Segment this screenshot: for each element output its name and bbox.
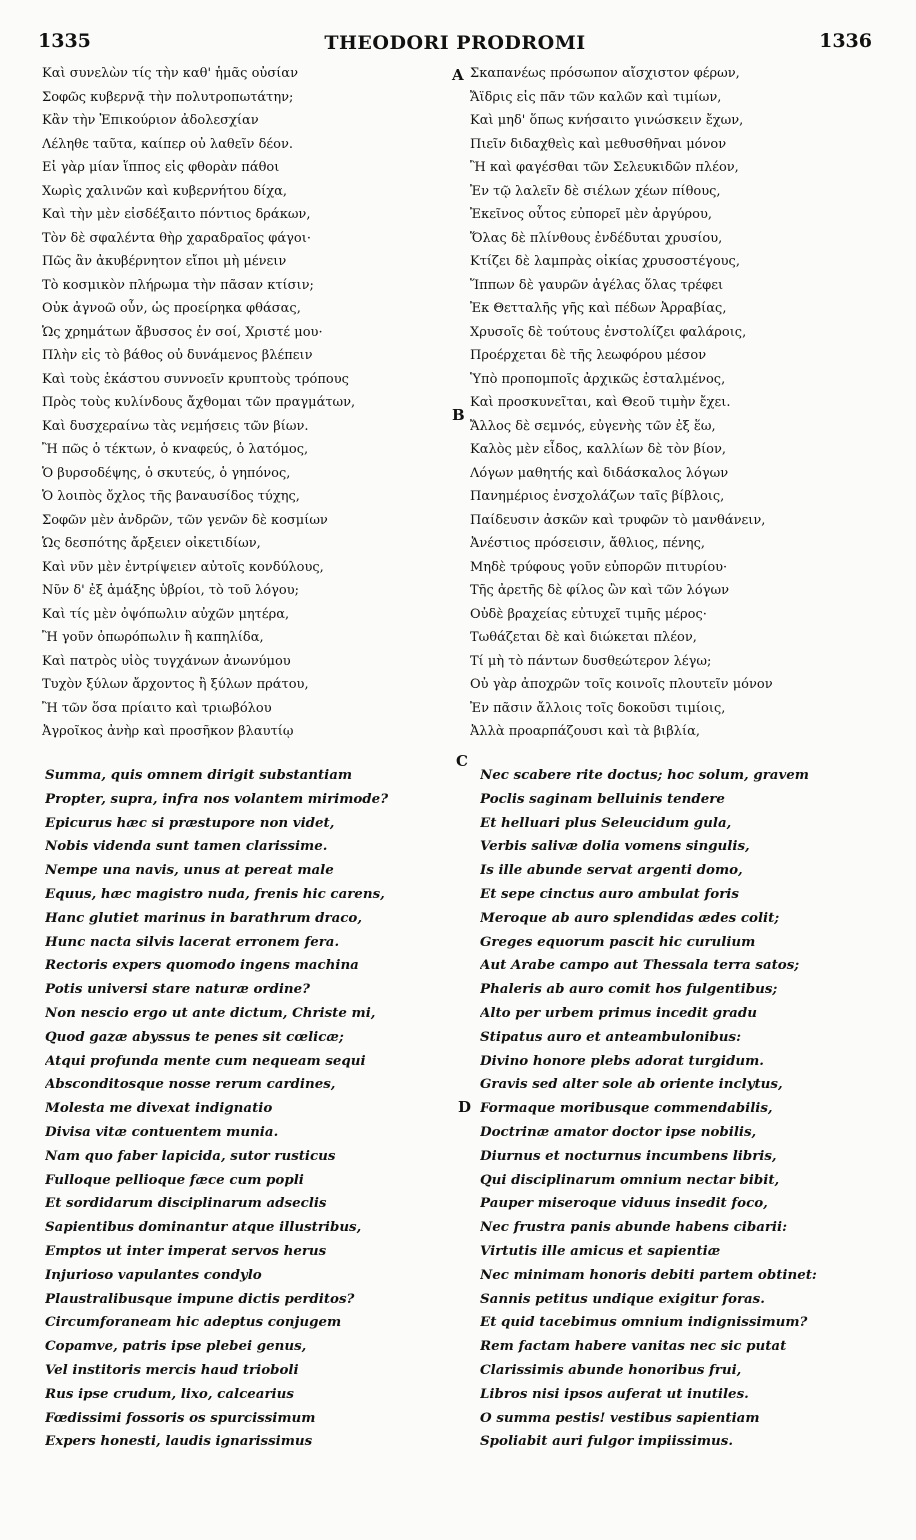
- greek-verse-line: Ἀγροῖκος ἀνὴρ καὶ προσῆκον βλαυτίῳ: [42, 724, 294, 739]
- latin-verse-line: Vel institoris mercis haud trioboli: [45, 1361, 299, 1378]
- greek-verse-line: Τυχὸν ξύλων ἄρχοντος ἢ ξύλων πράτου,: [42, 677, 309, 692]
- latin-verse-line: Nec scabere rite doctus; hoc solum, gravem: [480, 767, 809, 783]
- greek-verse-line: Πανημέριος ἐνσχολάζων ταῖς βίβλοις,: [470, 489, 725, 504]
- greek-verse-line: Οὐ γὰρ ἀποχρῶν τοῖς κοινοῖς πλουτεῖν μόνον: [470, 677, 773, 692]
- greek-verse-line: Ἄλλος δὲ σεμνός, εὐγενὴς τῶν ἐξ ἕω,: [470, 418, 716, 434]
- latin-text-right-column: [480, 764, 900, 1454]
- latin-verse-line: Meroque ab auro splendidas ædes colit;: [480, 909, 780, 926]
- greek-verse-line: Καὶ νῦν μὲν ἐντρίψειεν αὐτοῖς κονδύλους,: [42, 559, 324, 575]
- greek-verse-line: Εἰ γὰρ μίαν ἵππος εἰς φθορὰν πάθοι: [42, 160, 280, 175]
- greek-verse-line: Σοφῶς κυβερνᾷ τὴν πολυτροπωτάτην;: [42, 89, 294, 105]
- latin-verse-line: Virtutis ille amicus et sapientiæ: [480, 1242, 721, 1259]
- latin-verse-line: Hanc glutiet marinus in barathrum draco,: [45, 909, 363, 926]
- greek-verse-line: Τῆς ἀρετῆς δὲ φίλος ὢν καὶ τῶν λόγων: [470, 583, 729, 598]
- greek-verse-line: Ὡς χρημάτων ἄβυσσος ἐν σοί, Χριστέ μου·: [42, 324, 323, 340]
- greek-verse-line: Κτίζει δὲ λαμπρὰς οἰκίας χρυσοστέγους,: [470, 254, 740, 269]
- latin-verse-line: Nobis videnda sunt tamen clarissime.: [45, 838, 328, 855]
- greek-verse-line: Πλὴν εἰς τὸ βάθος οὐ δυνάμενος βλέπειν: [42, 348, 313, 363]
- latin-verse-line: Molesta me divexat indignatio: [45, 1100, 273, 1117]
- latin-verse-line: Et quid tacebimus omnium indignissimum?: [480, 1314, 808, 1331]
- latin-verse-line: Stipatus auro et anteambulonibus:: [480, 1028, 742, 1045]
- greek-text-left-column: [42, 62, 442, 744]
- greek-verse-line: Νῦν δ' ἐξ ἁμάξης ὑβρίοι, τὸ τοῦ λόγου;: [42, 583, 299, 598]
- latin-verse-line: Sannis petitus undique exigitur foras.: [480, 1290, 765, 1307]
- greek-verse-line: Ἀνέστιος πρόσεισιν, ἄθλιος, πένης,: [470, 536, 705, 551]
- greek-verse-line: Καὶ μηδ' ὅπως κνήσαιτο γινώσκειν ἔχων,: [470, 113, 744, 128]
- greek-verse-line: Ἄϊδρις εἰς πᾶν τῶν καλῶν καὶ τιμίων,: [470, 89, 722, 105]
- greek-verse-line: Ὑπὸ προπομποῖς ἀρχικῶς ἐσταλμένος,: [470, 371, 726, 387]
- latin-verse-line: Epicurus hæc si præstupore non videt,: [45, 814, 335, 831]
- latin-verse-line: Libros nisi ipsos auferat ut inutiles.: [480, 1385, 749, 1402]
- greek-verse-line: Πρὸς τοὺς κυλίνδους ἄχθομαι τῶν πραγμάτων,: [42, 395, 356, 410]
- latin-verse-line: Is ille abunde servat argenti domo,: [480, 862, 743, 879]
- latin-verse-line: Nempe una navis, unus at pereat male: [45, 862, 334, 879]
- greek-text-right-column: [470, 62, 890, 744]
- latin-verse-line: Divino honore plebs adorat turgidum.: [480, 1052, 764, 1069]
- latin-verse-line: Copamve, patris ipse plebei genus,: [45, 1338, 307, 1355]
- latin-verse-line: Clarissimis abunde honoribus frui,: [480, 1361, 742, 1378]
- latin-verse-line: Absconditosque nosse rerum cardines,: [45, 1076, 336, 1093]
- latin-verse-line: Et sordidarum disciplinarum adseclis: [45, 1195, 327, 1212]
- margin-letter-a: A: [452, 66, 464, 84]
- latin-verse-line: Verbis salivæ dolia vomens singulis,: [480, 838, 750, 855]
- latin-verse-line: Propter, supra, infra nos volantem mirimode?: [45, 790, 389, 807]
- greek-verse-line: Οὐκ ἀγνοῶ οὖν, ὡς προείρηκα φθάσας,: [42, 301, 301, 316]
- latin-verse-line: Potis universi stare naturæ ordine?: [45, 981, 311, 998]
- greek-verse-line: Ἵππων δὲ γαυρῶν ἀγέλας ὅλας τρέφει: [470, 277, 724, 293]
- latin-verse-line: Gravis sed alter sole ab oriente inclytus,: [480, 1076, 783, 1093]
- greek-verse-line: Ἀλλὰ προαρπάζουσι καὶ τὰ βιβλία,: [470, 724, 701, 739]
- greek-verse-line: Πῶς ἂν ἀκυβέρνητον εἴποι μὴ μένειν: [42, 254, 287, 269]
- greek-verse-line: Σκαπανέως πρόσωπον αἴσχιστον φέρων,: [470, 66, 740, 81]
- latin-verse-line: Fulloque pellioque fæce cum popli: [45, 1171, 304, 1188]
- latin-verse-line: Nec minimam honoris debiti partem obtinet:: [480, 1266, 817, 1283]
- greek-verse-line: Λόγων μαθητής καὶ διδάσκαλος λόγων: [470, 465, 729, 481]
- greek-verse-line: Μηδὲ τρύφους γοῦν εὐπορῶν πιτυρίου·: [470, 559, 728, 575]
- greek-verse-line: Ἐν τῷ λαλεῖν δὲ σιέλων χέων πίθους,: [470, 183, 721, 199]
- greek-verse-line: Τὸν δὲ σφαλέντα θὴρ χαραδραῖος φάγοι·: [42, 230, 311, 246]
- greek-verse-line: Τί μὴ τὸ πάντων δυσθεώτερον λέγω;: [470, 653, 712, 669]
- latin-verse-line: Summa, quis omnem dirigit substantiam: [45, 767, 353, 783]
- running-title: THEODORI PRODROMI: [324, 32, 586, 54]
- greek-verse-line: Χωρὶς χαλινῶν καὶ κυβερνήτου δίχα,: [42, 183, 288, 199]
- greek-verse-line: Ἢ καὶ φαγέσθαι τῶν Σελευκιδῶν πλέον,: [470, 160, 739, 175]
- greek-verse-line: Καὶ τὴν μὲν εἰσδέξαιτο πόντιος δράκων,: [42, 207, 311, 222]
- latin-verse-line: Alto per urbem primus incedit gradu: [480, 1004, 757, 1021]
- greek-verse-line: Πιεῖν διδαχθεὶς καὶ μεθυσθῆναι μόνον: [470, 136, 727, 152]
- latin-verse-line: Hunc nacta silvis lacerat erronem fera.: [45, 933, 340, 950]
- latin-verse-line: Poclis saginam belluinis tendere: [480, 790, 725, 807]
- greek-verse-line: Κἂν τὴν Ἐπικούριον ἀδολεσχίαν: [42, 113, 259, 128]
- latin-verse-line: Nam quo faber lapicida, sutor rusticus: [45, 1147, 336, 1164]
- latin-verse-line: Formaque moribusque commendabilis,: [480, 1100, 773, 1117]
- margin-letter-d: D: [458, 1098, 472, 1116]
- latin-verse-line: Emptos ut inter imperat servos herus: [45, 1242, 327, 1259]
- latin-verse-line: Plaustralibusque impune dictis perditos?: [45, 1290, 355, 1307]
- latin-verse-line: Et helluari plus Seleucidum gula,: [480, 814, 732, 831]
- greek-verse-line: Ἢ πῶς ὁ τέκτων, ὁ κναφεύς, ὁ λατόμος,: [42, 442, 309, 457]
- latin-verse-line: Circumforaneam hic adeptus conjugem: [45, 1314, 342, 1331]
- latin-verse-line: Et sepe cinctus auro ambulat foris: [480, 885, 739, 902]
- greek-verse-line: Οὐδὲ βραχείας εὐτυχεῖ τιμῆς μέρος·: [470, 606, 707, 622]
- latin-verse-line: Atqui profunda mente cum nequeam sequi: [45, 1052, 366, 1069]
- latin-verse-line: Spoliabit auri fulgor impiissimus.: [480, 1433, 733, 1450]
- greek-verse-line: Ἐν πᾶσιν ἄλλοις τοῖς δοκοῦσι τιμίοις,: [470, 700, 726, 716]
- latin-verse-line: Fœdissimi fossoris os spurcissimum: [45, 1409, 316, 1426]
- latin-verse-line: Equus, hæc magistro nuda, frenis hic carens,: [45, 885, 385, 902]
- latin-verse-line: Quod gazæ abyssus te penes sit cœlicæ;: [45, 1028, 344, 1045]
- greek-verse-line: Καὶ συνελὼν τίς τὴν καθ' ἡμᾶς οὐσίαν: [42, 66, 298, 81]
- greek-verse-line: Καὶ πατρὸς υἱὸς τυγχάνων ἀνωνύμου: [42, 653, 291, 669]
- greek-verse-line: Καὶ τοὺς ἑκάστου συννοεῖν κρυπτοὺς τρόπους: [42, 371, 349, 387]
- latin-verse-line: Expers honesti, laudis ignarissimus: [45, 1433, 313, 1450]
- greek-verse-line: Ἢ τῶν ὅσα πρίαιτο καὶ τριωβόλου: [42, 700, 272, 716]
- greek-verse-line: Ἐκ Θετταλῆς γῆς καὶ πέδων Ἀρραβίας,: [470, 301, 727, 316]
- latin-verse-line: Diurnus et nocturnus incumbens libris,: [480, 1147, 777, 1164]
- latin-verse-line: Injurioso vapulantes condylo: [45, 1266, 262, 1283]
- greek-verse-line: Προέρχεται δὲ τῆς λεωφόρου μέσον: [470, 348, 707, 363]
- latin-verse-line: Nec frustra panis abunde habens cibarii:: [480, 1219, 788, 1236]
- greek-verse-line: Ὁ βυρσοδέψης, ὁ σκυτεύς, ὁ γηπόνος,: [42, 465, 291, 481]
- greek-verse-line: Λέληθε ταῦτα, καίπερ οὐ λαθεῖν δέον.: [42, 136, 294, 152]
- greek-verse-line: Χρυσοῖς δὲ τούτους ἐνστολίζει φαλάροις,: [470, 324, 747, 340]
- latin-verse-line: Greges equorum pascit hic curulium: [480, 933, 756, 950]
- greek-verse-line: Ὡς δεσπότης ἄρξειεν οἰκετιδίων,: [42, 536, 261, 551]
- page-header: [38, 30, 872, 60]
- greek-verse-line: Τωθάζεται δὲ καὶ διώκεται πλέον,: [470, 630, 697, 645]
- greek-verse-line: Καὶ προσκυνεῖται, καὶ Θεοῦ τιμὴν ἔχει.: [470, 395, 731, 410]
- latin-verse-line: Sapientibus dominantur atque illustribus,: [45, 1219, 362, 1236]
- latin-verse-line: Rus ipse crudum, lixo, calcearius: [45, 1385, 294, 1402]
- latin-verse-line: Rectoris expers quomodo ingens machina: [45, 957, 359, 974]
- greek-verse-line: Καλὸς μὲν εἶδος, καλλίων δὲ τὸν βίον,: [470, 442, 727, 457]
- latin-verse-line: Aut Arabe campo aut Thessala terra satos;: [480, 957, 800, 974]
- greek-verse-line: Ὅλας δὲ πλίνθους ἐνδέδυται χρυσίου,: [470, 230, 723, 246]
- page-number-right: 1336: [819, 30, 872, 52]
- greek-verse-line: Σοφῶν μὲν ἀνδρῶν, τῶν γενῶν δὲ κοσμίων: [42, 512, 328, 528]
- latin-verse-line: Non nescio ergo ut ante dictum, Christe mi,: [45, 1004, 376, 1021]
- latin-verse-line: Phaleris ab auro comit hos fulgentibus;: [480, 981, 778, 998]
- greek-verse-line: Ἐκεῖνος οὗτος εὐπορεῖ μὲν ἀργύρου,: [470, 207, 713, 222]
- latin-verse-line: Rem factam habere vanitas nec sic putat: [480, 1338, 787, 1355]
- greek-verse-line: Τὸ κοσμικὸν πλήρωμα τὴν πᾶσαν κτίσιν;: [42, 277, 314, 293]
- greek-verse-line: Ἢ γοῦν ὀπωρόπωλιν ἢ καπηλίδα,: [42, 630, 264, 645]
- greek-verse-line: Καὶ τίς μὲν ὀψόπωλιν αὐχῶν μητέρα,: [42, 606, 290, 622]
- greek-verse-line: Παίδευσιν ἀσκῶν καὶ τρυφῶν τὸ μανθάνειν,: [470, 512, 766, 528]
- latin-verse-line: Doctrinæ amator doctor ipse nobilis,: [480, 1123, 757, 1140]
- latin-verse-line: Qui disciplinarum omnium nectar bibit,: [480, 1171, 780, 1188]
- greek-verse-line: Καὶ δυσχεραίνω τὰς νεμήσεις τῶν βίων.: [42, 418, 309, 434]
- margin-letter-c: C: [456, 752, 468, 770]
- margin-letter-b: B: [452, 406, 465, 424]
- greek-verse-line: Ὁ λοιπὸς ὄχλος τῆς βαναυσίδος τύχης,: [42, 489, 300, 504]
- latin-text-left-column: [45, 764, 445, 1454]
- page-number-left: 1335: [38, 30, 91, 52]
- latin-verse-line: O summa pestis! vestibus sapientiam: [480, 1409, 760, 1426]
- latin-verse-line: Pauper miseroque viduus insedit foco,: [480, 1195, 768, 1212]
- latin-verse-line: Divisa vitæ contuentem munia.: [45, 1123, 279, 1140]
